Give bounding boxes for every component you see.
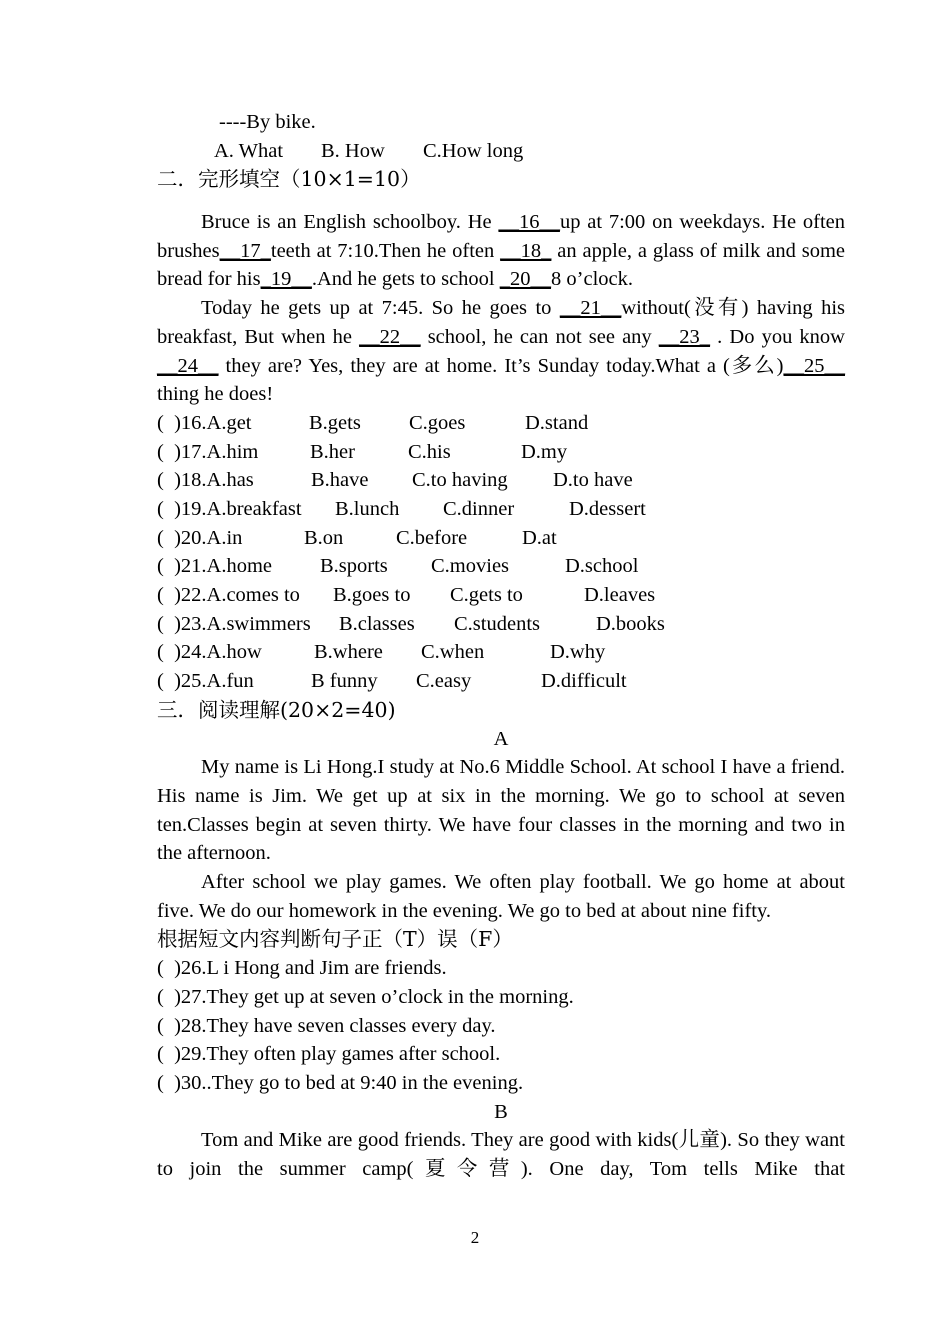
answer-line: ----By bike. <box>219 111 316 133</box>
question-row: ( )22.A.comes to B.goes to C.gets to D.leaves <box>157 584 656 607</box>
tf-question: ( )28.They have seven classes every day. <box>157 1014 496 1037</box>
answer-options <box>157 137 845 166</box>
passage-b-paragraph-1: Tom and Mike are good friends. They are good with kids(儿童). So they want to join the summer camp(夏令营). One day, Tom tells Mike that <box>157 1129 845 1180</box>
tf-question: ( )26.L i Hong and Jim are friends. <box>157 957 447 980</box>
question-row: ( )16.A.get B.gets C.goes D.stand <box>157 411 589 434</box>
tf-question: ( )27.They get up at seven o’clock in the morning. <box>157 985 574 1008</box>
tf-question-list <box>157 954 845 1097</box>
section-title-reading: 三．阅读理解(20×2=40) <box>157 697 396 722</box>
page-content <box>157 108 845 1184</box>
passage-b-heading: B <box>494 1100 508 1123</box>
cloze-paragraph-1: Bruce is an English schoolboy. He __16__up at 7:00 on weekdays. He often brushes__17_teeth at 7:10.Then he often __18_ an apple, a glass of milk and some bread for his_19__.And he gets to school _20__8 o’clock. <box>157 211 845 291</box>
cloze-question-list <box>157 409 845 696</box>
tf-question: ( )29.They often play games after school. <box>157 1043 501 1066</box>
option-b: B. How <box>321 139 385 162</box>
passage-a-heading: A <box>493 727 509 750</box>
page-number: 2 <box>470 1228 480 1247</box>
passage-a-paragraph-2: After school we play games. We often play football. We go home at about five. We do our homework in the evening. We go to bed at about nine fifty. <box>157 871 845 922</box>
question-row: ( )20.A.in B.on C.before D.at <box>157 526 557 549</box>
section-title-cloze: 二．完形填空（10×1=10） <box>157 167 421 192</box>
question-row: ( )17.A.him B.her C.his D.my <box>157 440 568 463</box>
option-a: A. What <box>214 139 284 162</box>
question-row: ( )23.A.swimmers B.classes C.students D.books <box>157 612 665 635</box>
question-row: ( )25.A.fun B funny C.easy D.difficult <box>157 670 627 693</box>
question-row: ( )24.A.how B.where C.when D.why <box>157 641 606 664</box>
tf-question: ( )30..They go to bed at 9:40 in the evening. <box>157 1071 524 1094</box>
question-row: ( )21.A.home B.sports C.movies D.school <box>157 555 639 578</box>
question-row: ( )18.A.has B.have C.to having D.to have <box>157 469 633 492</box>
tf-instruction: 根据短文内容判断句子正（T）误（F） <box>157 927 513 952</box>
passage-a-paragraph-1: My name is Li Hong.I study at No.6 Middle School. At school I have a friend. His name is Jim. We get up at six in the morning. We go to school at seven ten.Classes begin at seven thirty. We have four classes in the morning and two in the afternoon. <box>157 756 845 865</box>
cloze-paragraph-2: Today he gets up at 7:45. So he goes to __21__without(没有) having his breakfast, But when he __22__ school, he can not see any __23_ . Do you know __24__ they are? Yes, they are at home. It’s Sunday today.What a (多么)__25__ thing he does! <box>157 297 846 406</box>
option-c: C.How long <box>423 139 524 162</box>
question-row: ( )19.A.breakfast B.lunch C.dinner D.dessert <box>157 498 646 521</box>
